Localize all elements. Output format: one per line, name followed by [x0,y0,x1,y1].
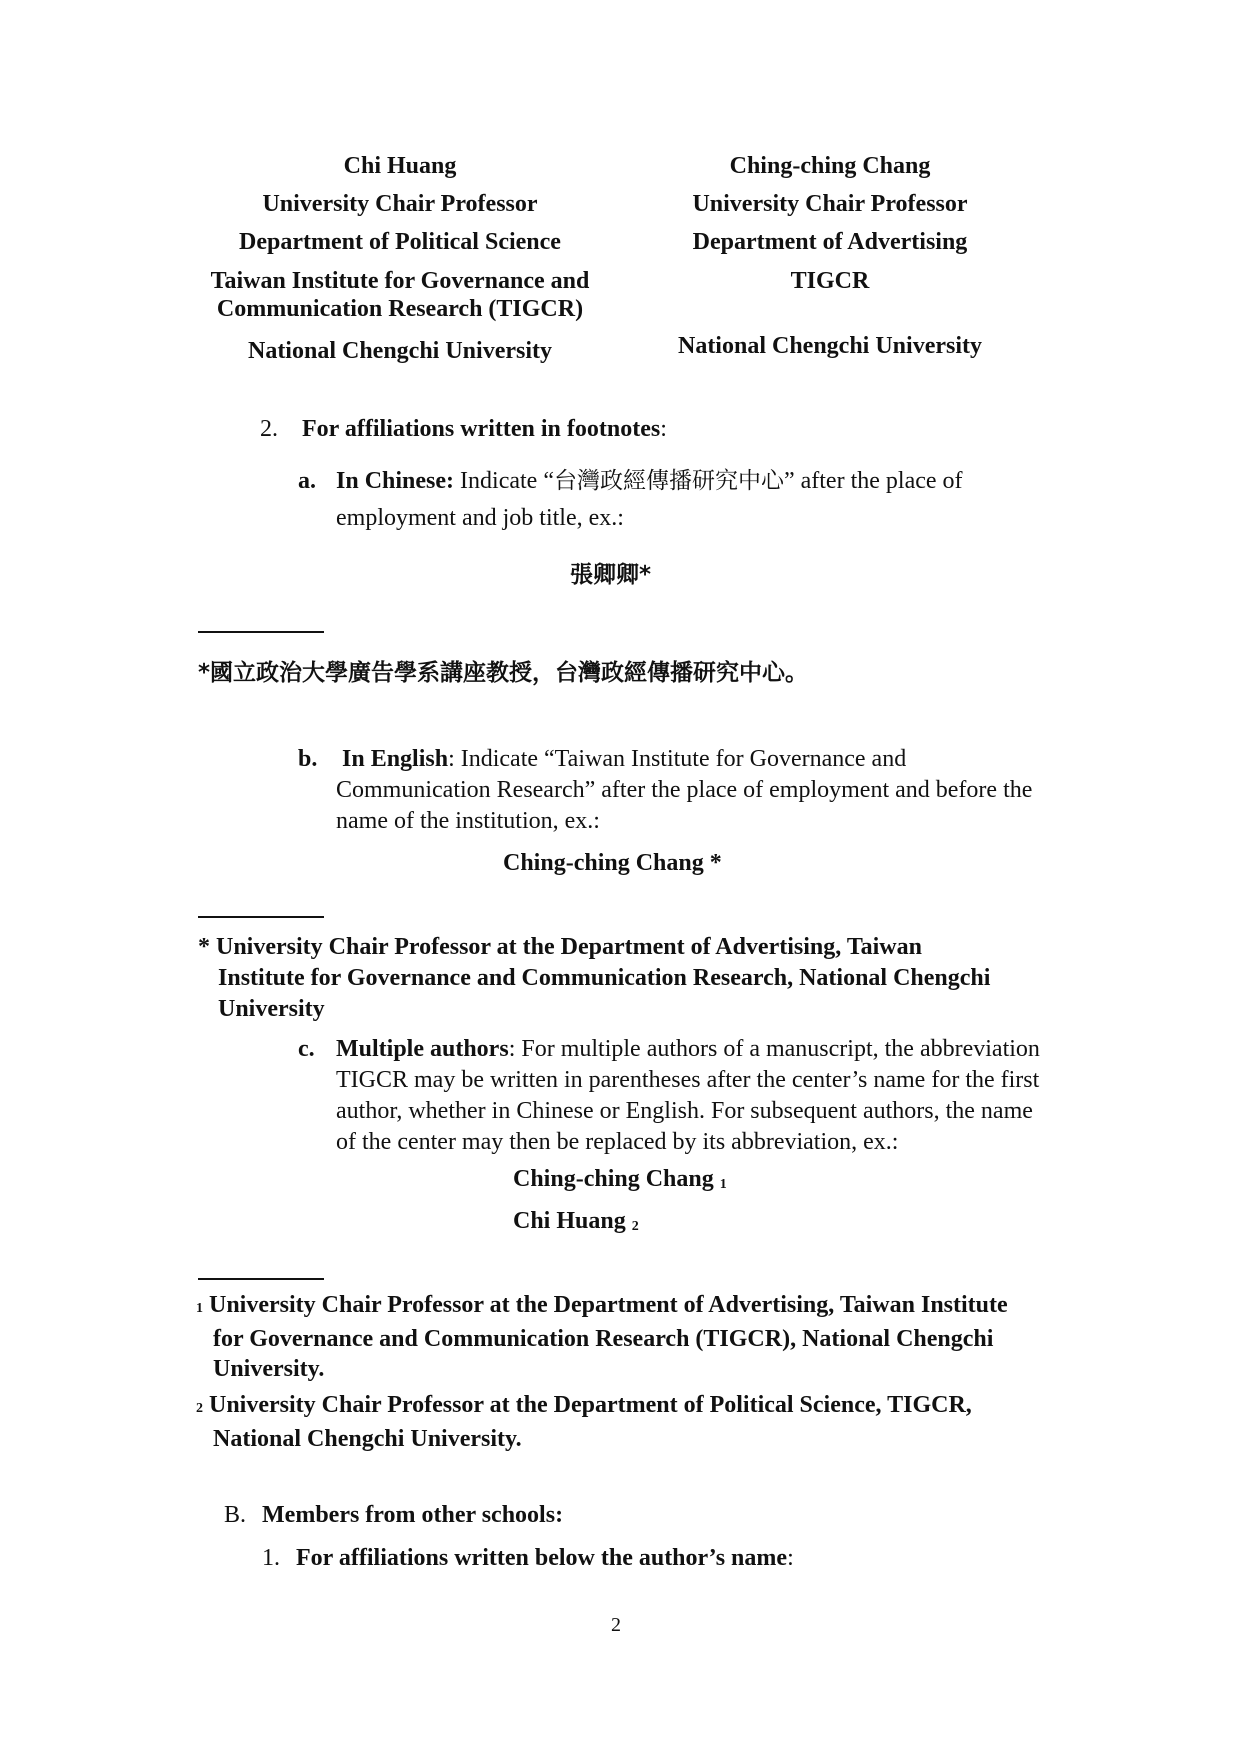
item-c-line3: author, whether in Chinese or English. For subsequent authors, the name [336,1098,1033,1124]
author-title: University Chair Professor [692,191,968,217]
item-c-footnote-1 [196,1290,1096,1384]
footnote-1-number: 1 [196,1301,203,1316]
footnote-divider [198,916,324,918]
item-c-author2-name: Chi Huang [513,1208,626,1234]
section-B-sub-heading-text: For affiliations written below the author’s name [296,1545,788,1571]
section-2-heading [260,414,1060,445]
item-c-line4: of the center may then be replaced by its abbreviation, ex.: [336,1129,899,1155]
item-b-marker: b. [298,746,318,772]
item-c-line1-rest: : For multiple authors of a manuscript, the abbreviation [508,1036,1040,1062]
author-institute-line2: Communication Research (TIGCR) [216,296,584,322]
item-c-label: Multiple authors [336,1036,509,1062]
item-c-line1 [336,1034,1126,1065]
item-a-text [336,466,1096,534]
author-department: Department of Political Science [239,229,561,255]
footnote-1-line1 [196,1290,1096,1324]
footnote-2-number: 2 [196,1401,203,1416]
section-B-sub-colon: : [787,1545,794,1571]
author-university: National Chengchi University [247,338,552,364]
section-B-subheading [262,1543,1062,1574]
item-c-marker: c. [298,1036,315,1062]
section-heading-text: For affiliations written in footnotes [302,416,661,442]
author-institute-line1: Taiwan Institute for Governance and [210,268,590,294]
item-a-line1 [336,466,1096,497]
item-b-line1-rest: : Indicate “Taiwan Institute for Governance and [448,746,907,772]
item-a-marker: a. [298,468,316,494]
author-title: University Chair Professor [262,191,538,217]
item-b-example-name: Ching-ching Chang * [503,850,722,876]
section-B-heading-text: Members from other schools: [262,1502,564,1528]
footnote-1-line2: for Governance and Communication Research (TIGCR), National Chengchi [213,1326,994,1352]
item-c-footnote-2 [196,1390,1096,1454]
item-a-chinese-term: 台灣政經傳播研究中心 [553,468,784,494]
author-department: Department of Advertising [692,229,968,255]
section-B-heading [224,1500,1024,1531]
footnote-divider [198,631,324,633]
item-a-line2: employment and job title, ex.: [336,505,624,531]
footnote-2-line2: National Chengchi University. [213,1426,522,1452]
item-c-line2: TIGCR may be written in parentheses after the center’s name for the first [336,1067,1040,1093]
author-block-right [630,150,1030,370]
item-b-line1 [336,744,1116,775]
footnote-divider [198,1278,324,1280]
item-b-label: In English [342,746,449,772]
author-name: Chi Huang [343,153,457,179]
item-a-text-before: Indicate “ [454,468,554,494]
footnote-2-line1 [196,1390,1096,1424]
item-a-footnote: *國立政治大學廣告學系講座教授，台灣政經傳播研究中心。 [198,660,809,686]
item-b-line2: Communication Research” after the place of employment and before the [336,777,1033,803]
item-a-example-name: 張卿卿* [570,562,652,588]
item-c-author1-name: Ching-ching Chang [513,1166,714,1192]
item-b-footnote [198,932,1098,1025]
item-b-footnote-line2: Institute for Governance and Communication Research, National Chengchi [218,965,991,991]
section-B-letter: B. [224,1502,247,1528]
footnote-1-line1-text: University Chair Professor at the Department of Advertising, Taiwan Institute [209,1292,1008,1318]
author-institute: TIGCR [790,268,870,294]
author-block-left [200,150,600,370]
section-B-sub-number: 1. [262,1545,280,1571]
item-b-text [336,744,1116,837]
page-number: 2 [611,1614,621,1636]
author-university: National Chengchi University [677,333,982,359]
section-number: 2. [260,416,278,442]
item-b-line3: name of the institution, ex.: [336,808,600,834]
item-c-author1 [513,1166,727,1193]
item-b-footnote-line3: University [218,996,325,1022]
item-b-footnote-line1: * University Chair Professor at the Department of Advertising, Taiwan [198,934,922,960]
section-heading-colon: : [660,416,667,442]
item-c-author2 [513,1208,639,1235]
author-name: Ching-ching Chang [729,153,931,179]
item-c-author2-sup: 2 [631,1219,639,1234]
item-a-text-after: ” after the place of [783,468,963,494]
footnote-2-line1-text: University Chair Professor at the Department of Political Science, TIGCR, [209,1392,972,1418]
footnote-1-line3: University. [213,1356,325,1382]
item-a-label: In Chinese: [336,468,455,494]
item-c-author1-sup: 1 [719,1177,727,1192]
item-c-text [336,1034,1126,1158]
